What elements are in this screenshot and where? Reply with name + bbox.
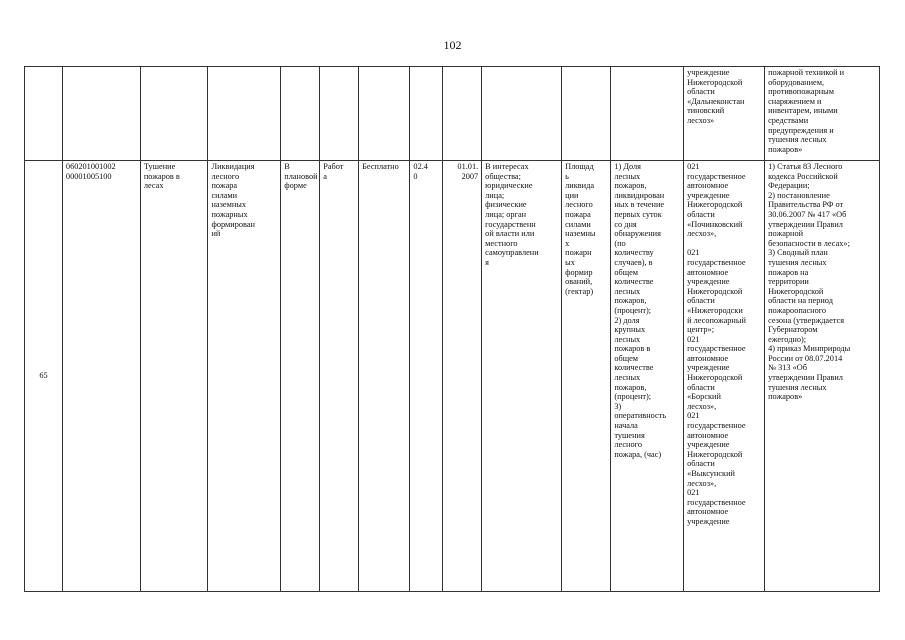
text-line: 2) постановление — [768, 190, 830, 200]
cell-service-name — [140, 67, 208, 161]
service-row-65 — [25, 161, 880, 592]
text-line: учреждение — [687, 363, 730, 373]
text-line: пожарной техникой и — [768, 68, 845, 77]
okved-cell — [410, 161, 443, 592]
text-line: Правительства РФ от — [768, 200, 844, 210]
text-line: предупреждения и — [768, 125, 834, 135]
text-line: обнаружения — [614, 229, 661, 239]
text-line: крупных — [614, 325, 646, 335]
text-line: пожарн — [565, 248, 592, 258]
text-line: государственное — [687, 421, 746, 431]
text-line: случаев), в — [614, 257, 653, 267]
cell-number — [25, 67, 63, 161]
cell-work-content — [208, 67, 281, 161]
text-line: 2) доля — [614, 315, 640, 325]
text-line: автономное — [687, 353, 729, 363]
cell-registry-code — [62, 67, 140, 161]
text-line: 3) — [614, 401, 622, 411]
text-line: пожарных — [211, 209, 248, 219]
text-line: лесных — [614, 286, 641, 296]
text-line: автономное — [687, 181, 729, 191]
text-line: тушения лесных — [768, 135, 827, 145]
text-line: Нижегородской — [687, 200, 743, 210]
text-line: х — [565, 238, 570, 248]
text-line: 00001005100 — [65, 171, 112, 181]
services-registry-table — [24, 66, 880, 592]
text-line: пожаров в — [143, 171, 180, 181]
text-line: области — [687, 296, 715, 306]
text-line: Нижегородской — [768, 286, 824, 296]
text-line: наземны — [565, 229, 596, 239]
text-line: «Нижегородски — [687, 305, 743, 315]
text-line: 4) приказ Минприроды — [768, 344, 851, 354]
cell-legal-basis — [765, 67, 880, 161]
type-cell — [320, 161, 359, 592]
text-line: лица; — [485, 190, 505, 200]
registry-code-cell — [62, 161, 140, 592]
volume-indicator-cell — [562, 161, 611, 592]
text-line: № 313 «Об — [768, 363, 807, 373]
text-line: лесного — [211, 171, 240, 181]
cell-okved — [410, 67, 443, 161]
text-line: лесах — [143, 181, 164, 191]
text-line: лесхоз», — [687, 478, 717, 488]
work-content-cell — [208, 161, 281, 592]
text-line: общества; — [485, 171, 521, 181]
text-line: 021 — [687, 488, 700, 498]
text-line: лесного — [565, 200, 593, 210]
text-line: ежегодно); — [768, 334, 807, 344]
text-line: пожаров на — [768, 267, 809, 277]
text-line: «Выксунский — [687, 469, 735, 478]
text-line: оперативность — [614, 411, 667, 421]
date-cell — [443, 161, 482, 592]
text-line: лесных — [614, 334, 641, 344]
text-line: Ликвидация — [211, 162, 255, 171]
text-line: первых суток — [614, 209, 662, 219]
text-line: государственное — [687, 344, 746, 354]
text-line: В — [284, 162, 290, 171]
consumers-cell — [482, 161, 562, 592]
cell-form — [281, 67, 320, 161]
text-line — [687, 239, 761, 249]
text-line: утверждении Правил — [768, 219, 843, 229]
text-line: ции — [565, 190, 579, 200]
text-line: силами — [565, 219, 591, 229]
text-line: 021 — [687, 411, 700, 421]
quality-indicators-cell — [611, 161, 684, 592]
text-line: формир — [565, 267, 593, 277]
text-line: (по — [614, 238, 626, 248]
text-line: Площад — [565, 162, 594, 171]
text-line: учреждение — [687, 190, 730, 200]
text-line: автономное — [687, 507, 729, 517]
text-line: Нижегородской — [687, 77, 743, 87]
text-line: инвентарем, иными — [768, 106, 838, 116]
text-line: 0 — [413, 171, 418, 181]
legal-basis-cell — [765, 161, 880, 592]
text-line: й лесопожарный — [687, 315, 746, 325]
text-line: тиновский — [687, 106, 725, 116]
text-line: тушения лесных — [768, 257, 827, 267]
text-line: тушения лесных — [768, 382, 827, 392]
text-line: Нижегородской — [687, 373, 743, 383]
text-line: пожаров, — [614, 181, 647, 191]
text-line: снаряжением и — [768, 96, 822, 106]
payment-cell — [359, 161, 410, 592]
text-line: ований, — [565, 277, 593, 287]
text-line: Нижегородской — [687, 449, 743, 459]
text-line: лесхоз», — [687, 229, 717, 239]
continuation-row — [25, 67, 880, 161]
text-line: количестве — [614, 363, 654, 373]
cell-payment — [359, 67, 410, 161]
text-line: Нижегородской — [687, 286, 743, 296]
text-line: ых — [565, 257, 575, 267]
text-line: ликвидирован — [614, 190, 665, 200]
text-line: пожара — [211, 181, 238, 191]
cell-date — [443, 67, 482, 161]
text-line: области на период — [768, 296, 833, 306]
text-line: Бесплатно — [362, 162, 399, 171]
cell-institution — [684, 67, 765, 161]
text-line: «Дальнеконстан — [687, 96, 745, 106]
text-line: формирован — [211, 219, 255, 229]
text-line: я — [485, 257, 489, 267]
cell-volume-indicator — [562, 67, 611, 161]
text-line: ой власти или — [485, 229, 535, 239]
text-line: количестве — [614, 277, 654, 287]
text-line: 30.06.2007 № 417 «Об — [768, 209, 847, 219]
text-line: пожара — [565, 209, 591, 219]
text-line: ликвида — [565, 181, 594, 191]
text-line: Федерации; — [768, 181, 810, 191]
text-line: лесхоз», — [687, 401, 717, 411]
text-line: пожара, (час) — [614, 449, 662, 459]
text-line: а — [323, 171, 327, 181]
text-line: со дня — [614, 219, 637, 229]
text-line: оборудованием, — [768, 77, 825, 87]
text-line: количеству — [614, 248, 654, 258]
text-line: учреждение — [687, 277, 730, 287]
text-line: сезона (утверждается — [768, 315, 845, 325]
text-line: наземных — [211, 200, 246, 210]
text-line: Тушение — [143, 162, 176, 171]
text-line: «Починковский — [687, 219, 743, 229]
text-line: пожаров в — [614, 344, 651, 354]
text-line: ных в течение — [614, 200, 665, 210]
text-line: физические — [485, 200, 527, 210]
text-line: территории — [768, 277, 809, 287]
text-line: государственное — [687, 497, 746, 507]
text-line: 021 — [687, 334, 700, 344]
text-line: 1) Статья 83 Лесного — [768, 162, 843, 171]
text-line: 021 — [687, 248, 700, 258]
text-line: самоуправлени — [485, 248, 539, 258]
text-line: тушения — [614, 430, 645, 440]
text-line: 3) Сводный план — [768, 248, 828, 258]
text-line: пожаров» — [768, 144, 803, 154]
text-line: 2007 — [461, 171, 479, 181]
text-line: ий — [211, 229, 221, 239]
text-line: учреждение — [687, 68, 730, 77]
text-line: лесхоз» — [687, 115, 715, 125]
text-line: (процент); — [614, 305, 652, 315]
text-line: Работ — [323, 162, 344, 171]
text-line: автономное — [687, 430, 729, 440]
text-line: лесного — [614, 440, 642, 450]
text-line: местного — [485, 238, 518, 248]
text-line: области — [687, 459, 715, 469]
text-line: противопожарным — [768, 87, 835, 97]
text-line: пожарной — [768, 229, 804, 239]
text-line: ь — [565, 171, 569, 181]
text-line: России от 08.07.2014 — [768, 353, 843, 363]
text-line: силами — [211, 190, 238, 200]
row-number: 65 — [25, 161, 63, 592]
text-line: 021 — [687, 162, 700, 171]
text-line: центр»; — [687, 325, 715, 335]
text-line: пожаров» — [768, 392, 803, 402]
text-line: пожаров, — [614, 296, 647, 306]
text-line: начала — [614, 421, 638, 431]
text-line: утверждении Правил — [768, 373, 843, 383]
text-line: учреждение — [687, 440, 730, 450]
text-line: области — [687, 382, 715, 392]
text-line: (процент); — [614, 392, 652, 402]
text-line: лица; орган — [485, 209, 527, 219]
form-cell — [281, 161, 320, 592]
text-line: плановой — [284, 171, 318, 181]
text-line: В интересах — [485, 162, 529, 171]
text-line: области — [687, 87, 715, 97]
text-line: государственное — [687, 171, 746, 181]
text-line: государственн — [485, 219, 536, 229]
text-line: государственное — [687, 257, 746, 267]
institutions-cell — [684, 161, 765, 592]
cell-quality-indicators — [611, 67, 684, 161]
text-line: автономное — [687, 267, 729, 277]
text-line: пожаров, — [614, 382, 647, 392]
text-line: лесных — [614, 373, 641, 383]
text-line: общем — [614, 267, 639, 277]
text-line: безопасности в лесах»; — [768, 238, 850, 248]
text-line: форме — [284, 181, 307, 191]
text-line: пожароопасного — [768, 305, 827, 315]
service-name-cell — [140, 161, 208, 592]
text-line: области — [687, 209, 715, 219]
page-number: 102 — [443, 38, 462, 52]
text-line: учреждение — [687, 516, 730, 526]
text-line: «Борский — [687, 392, 721, 402]
text-line: лесных — [614, 171, 641, 181]
cell-consumers — [482, 67, 562, 161]
text-line: 02.4 — [413, 162, 428, 171]
text-line: юридические — [485, 181, 533, 191]
text-line: 1) Доля — [614, 162, 641, 171]
text-line: 01.01. — [457, 162, 479, 171]
text-line: кодекса Российской — [768, 171, 838, 181]
text-line: (гектар) — [565, 286, 594, 296]
text-line: 060201001002 — [65, 162, 116, 171]
cell-type — [320, 67, 359, 161]
text-line: средствами — [768, 115, 809, 125]
text-line: общем — [614, 353, 639, 363]
text-line: Губернатором — [768, 325, 818, 335]
